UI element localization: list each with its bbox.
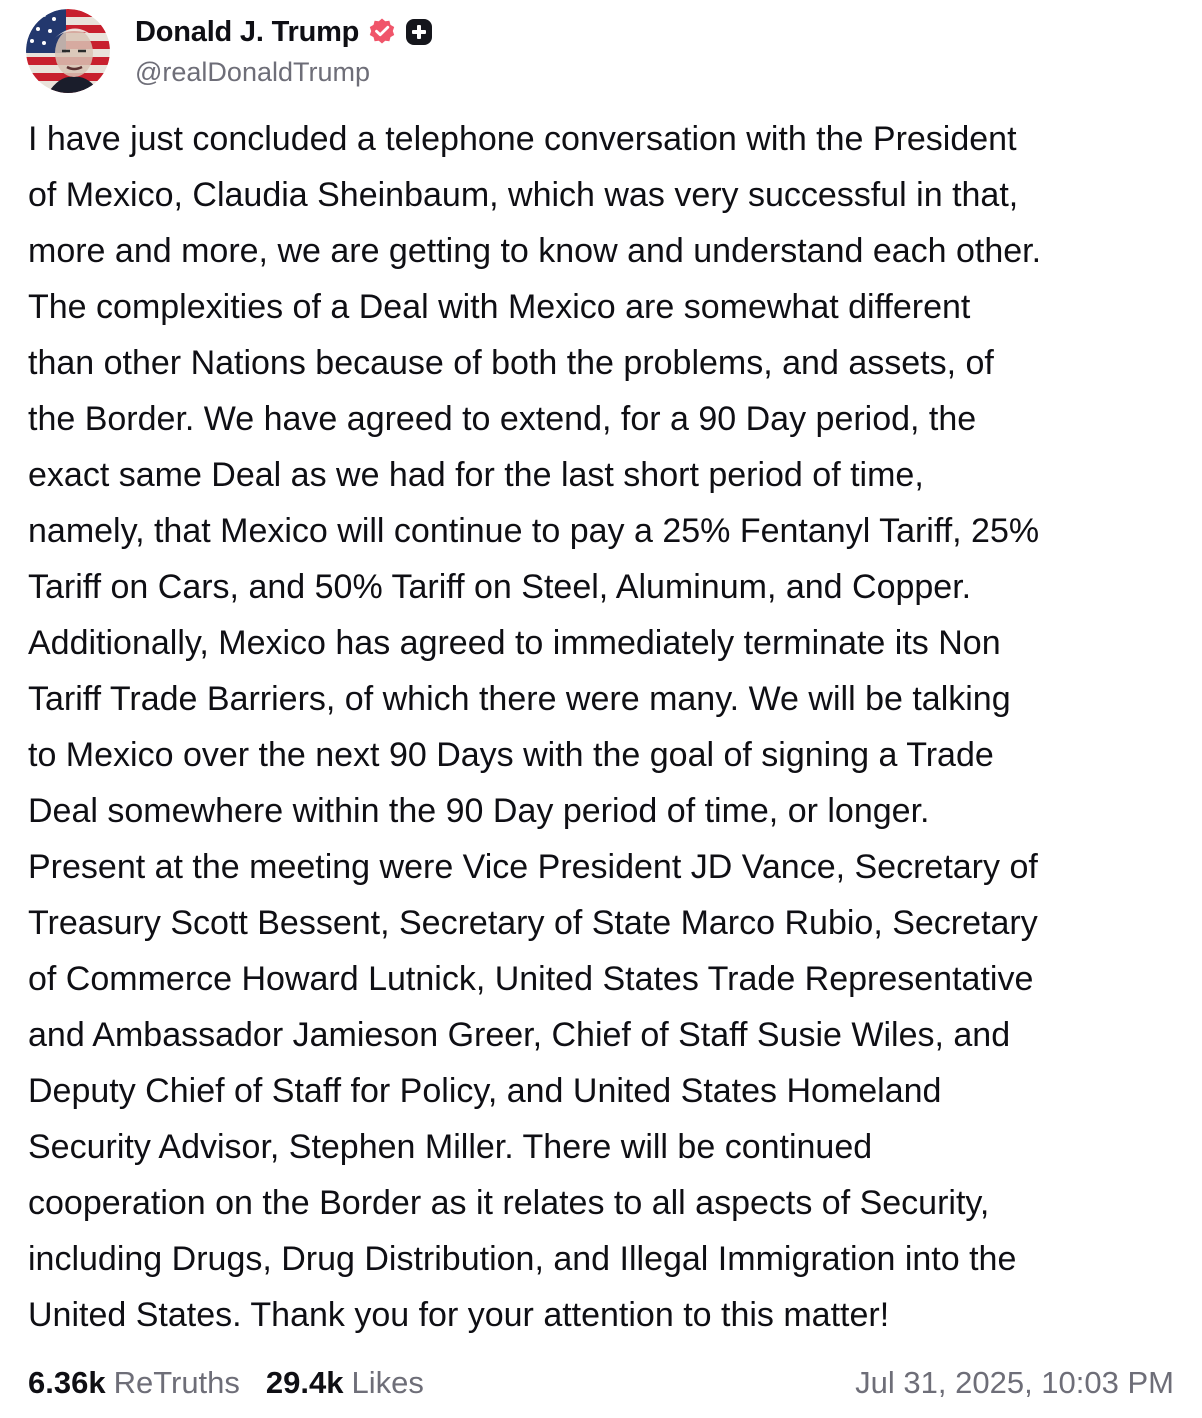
- post-body-line: Present at the meeting were Vice President JD Vance, Secretary of: [28, 848, 1038, 886]
- post-body-line: of Commerce Howard Lutnick, United States Trade Representative: [28, 960, 1034, 998]
- post-body: [28, 111, 1188, 1343]
- post-body-line: Additionally, Mexico has agreed to immediately terminate its Non: [28, 624, 1001, 662]
- retruths-label: ReTruths: [113, 1365, 240, 1400]
- post-header: [26, 8, 433, 94]
- likes-stat[interactable]: [266, 1365, 424, 1401]
- post-body-line: The complexities of a Deal with Mexico are somewhat different: [28, 288, 971, 326]
- post-body-line: Treasury Scott Bessent, Secretary of State Marco Rubio, Secretary: [28, 904, 1038, 942]
- author-name-row: [135, 12, 433, 52]
- post-body-line: namely, that Mexico will continue to pay a 25% Fentanyl Tariff, 25%: [28, 512, 1040, 550]
- post-body-line: of Mexico, Claudia Sheinbaum, which was very successful in that,: [28, 176, 1019, 214]
- post-body-line: including Drugs, Drug Distribution, and Illegal Immigration into the: [28, 1240, 1017, 1278]
- post-body-line: Tariff on Cars, and 50% Tariff on Steel, Aluminum, and Copper.: [28, 568, 972, 606]
- post-body-line: the Border. We have agreed to extend, for a 90 Day period, the: [28, 400, 977, 438]
- retruths-count: 6.36k: [28, 1365, 106, 1400]
- author-display-name[interactable]: Donald J. Trump: [135, 15, 360, 48]
- likes-label: Likes: [351, 1365, 424, 1400]
- post-body-line: exact same Deal as we had for the last short period of time,: [28, 456, 924, 494]
- post-timestamp[interactable]: Jul 31, 2025, 10:03 PM: [855, 1365, 1174, 1400]
- post-body-line: Security Advisor, Stephen Miller. There will be continued: [28, 1128, 873, 1166]
- author-identity: [135, 12, 433, 90]
- author-handle[interactable]: @realDonaldTrump: [135, 57, 370, 87]
- verified-badge-icon: [367, 17, 397, 47]
- post-body-line: Deputy Chief of Staff for Policy, and United States Homeland: [28, 1072, 942, 1110]
- post-body-line: cooperation on the Border as it relates to all aspects of Security,: [28, 1184, 990, 1222]
- post-footer: [28, 1360, 1174, 1406]
- likes-count: 29.4k: [265, 1365, 344, 1400]
- plus-badge-icon: [405, 18, 433, 46]
- post-body-line: than other Nations because of both the problems, and assets, of: [28, 344, 994, 382]
- post-body-line: United States. Thank you for your attention to this matter!: [28, 1296, 890, 1334]
- avatar-image: [26, 9, 110, 93]
- post-body-line: Deal somewhere within the 90 Day period of time, or longer.: [28, 792, 930, 830]
- post-body-line: to Mexico over the next 90 Days with the goal of signing a Trade: [28, 736, 994, 774]
- avatar[interactable]: [26, 9, 110, 93]
- post-body-line: I have just concluded a telephone conversation with the President: [28, 120, 1017, 158]
- post-body-line: more and more, we are getting to know and understand each other.: [28, 232, 1042, 270]
- post-body-line: Tariff Trade Barriers, of which there were many. We will be talking: [28, 680, 1011, 718]
- retruths-stat[interactable]: [28, 1365, 240, 1401]
- post-body-line: and Ambassador Jamieson Greer, Chief of Staff Susie Wiles, and: [28, 1016, 1011, 1054]
